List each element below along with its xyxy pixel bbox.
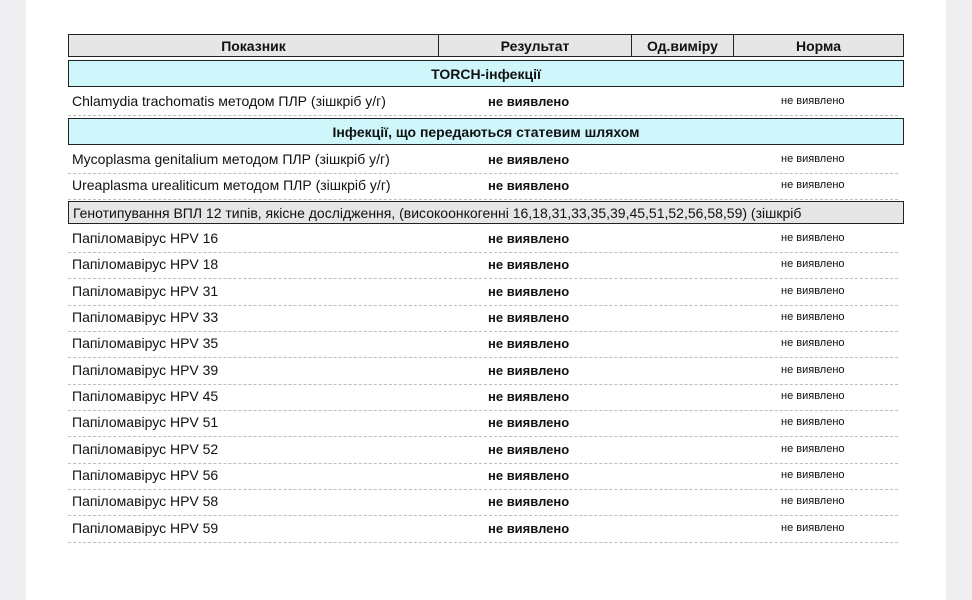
table-row [68, 305, 898, 332]
result-value: не виявлено [488, 336, 570, 351]
norm-value: не виявлено [781, 258, 845, 270]
norm-value: не виявлено [781, 311, 845, 323]
indicator-name: Папіломавірус HPV 35 [72, 335, 219, 351]
result-value: не виявлено [488, 152, 570, 167]
indicator-name: Папіломавірус HPV 45 [72, 388, 219, 404]
result-value: не виявлено [488, 494, 570, 509]
table-row [68, 489, 898, 516]
result-value: не виявлено [488, 257, 570, 272]
norm-value: не виявлено [781, 522, 845, 534]
header-result: Результат [439, 35, 632, 56]
table-row [68, 437, 898, 464]
section-title: Інфекції, що передаються статевим шляхом [68, 118, 904, 145]
table-row [68, 226, 898, 253]
indicator-name: Ureaplasma urealiticum методом ПЛР (зішкріб у/г) [72, 177, 391, 193]
section-title: TORCH-інфекції [68, 60, 904, 87]
indicator-name: Папіломавірус HPV 56 [72, 467, 219, 483]
norm-value: не виявлено [781, 232, 845, 244]
result-value: не виявлено [488, 442, 570, 457]
norm-value: не виявлено [781, 443, 845, 455]
result-value: не виявлено [488, 521, 570, 536]
indicator-name: Папіломавірус HPV 39 [72, 362, 219, 378]
indicator-name: Папіломавірус HPV 59 [72, 520, 219, 536]
indicator-name: Папіломавірус HPV 31 [72, 283, 219, 299]
norm-value: не виявлено [781, 179, 845, 191]
result-value: не виявлено [488, 468, 570, 483]
norm-value: не виявлено [781, 337, 845, 349]
indicator-name: Папіломавірус HPV 33 [72, 309, 219, 325]
header-indicator: Показник [69, 35, 439, 56]
table-row [68, 89, 898, 116]
result-value: не виявлено [488, 310, 570, 325]
norm-value: не виявлено [781, 469, 845, 481]
table-row [68, 463, 898, 490]
norm-value: не виявлено [781, 416, 845, 428]
result-value: не виявлено [488, 284, 570, 299]
group-title [68, 201, 904, 224]
result-value: не виявлено [488, 415, 570, 430]
table-row [68, 410, 898, 437]
table-row [68, 173, 898, 200]
table-row [68, 358, 898, 385]
result-value: не виявлено [488, 178, 570, 193]
group-title-text: Генотипування ВПЛ 12 типів, якісне дослідження, (високоонкогенні 16,18,31,33,35,39,45,51,52,56,58,59) (зішкріб [73, 204, 802, 221]
table-row [68, 147, 898, 174]
indicator-name: Mycoplasma genitalium методом ПЛР (зішкріб у/г) [72, 151, 390, 167]
table-row [68, 279, 898, 306]
norm-value: не виявлено [781, 495, 845, 507]
result-value: не виявлено [488, 363, 570, 378]
table-row [68, 252, 898, 279]
table-header [68, 34, 904, 57]
result-value: не виявлено [488, 389, 570, 404]
norm-value: не виявлено [781, 285, 845, 297]
table-row [68, 384, 898, 411]
header-norm: Норма [796, 37, 841, 54]
indicator-name: Папіломавірус HPV 52 [72, 441, 219, 457]
result-value: не виявлено [488, 231, 570, 246]
indicator-name: Chlamydia trachomatis методом ПЛР (зішкріб у/г) [72, 93, 386, 109]
norm-value: не виявлено [781, 95, 845, 107]
table-row [68, 516, 898, 543]
result-value: не виявлено [488, 94, 570, 109]
table-row [68, 331, 898, 358]
norm-value: не виявлено [781, 390, 845, 402]
indicator-name: Папіломавірус HPV 18 [72, 256, 219, 272]
header-unit: Од.виміру [632, 35, 734, 56]
norm-value: не виявлено [781, 364, 845, 376]
indicator-name: Папіломавірус HPV 58 [72, 493, 219, 509]
norm-value: не виявлено [781, 153, 845, 165]
indicator-name: Папіломавірус HPV 51 [72, 414, 219, 430]
indicator-name: Папіломавірус HPV 16 [72, 230, 219, 246]
